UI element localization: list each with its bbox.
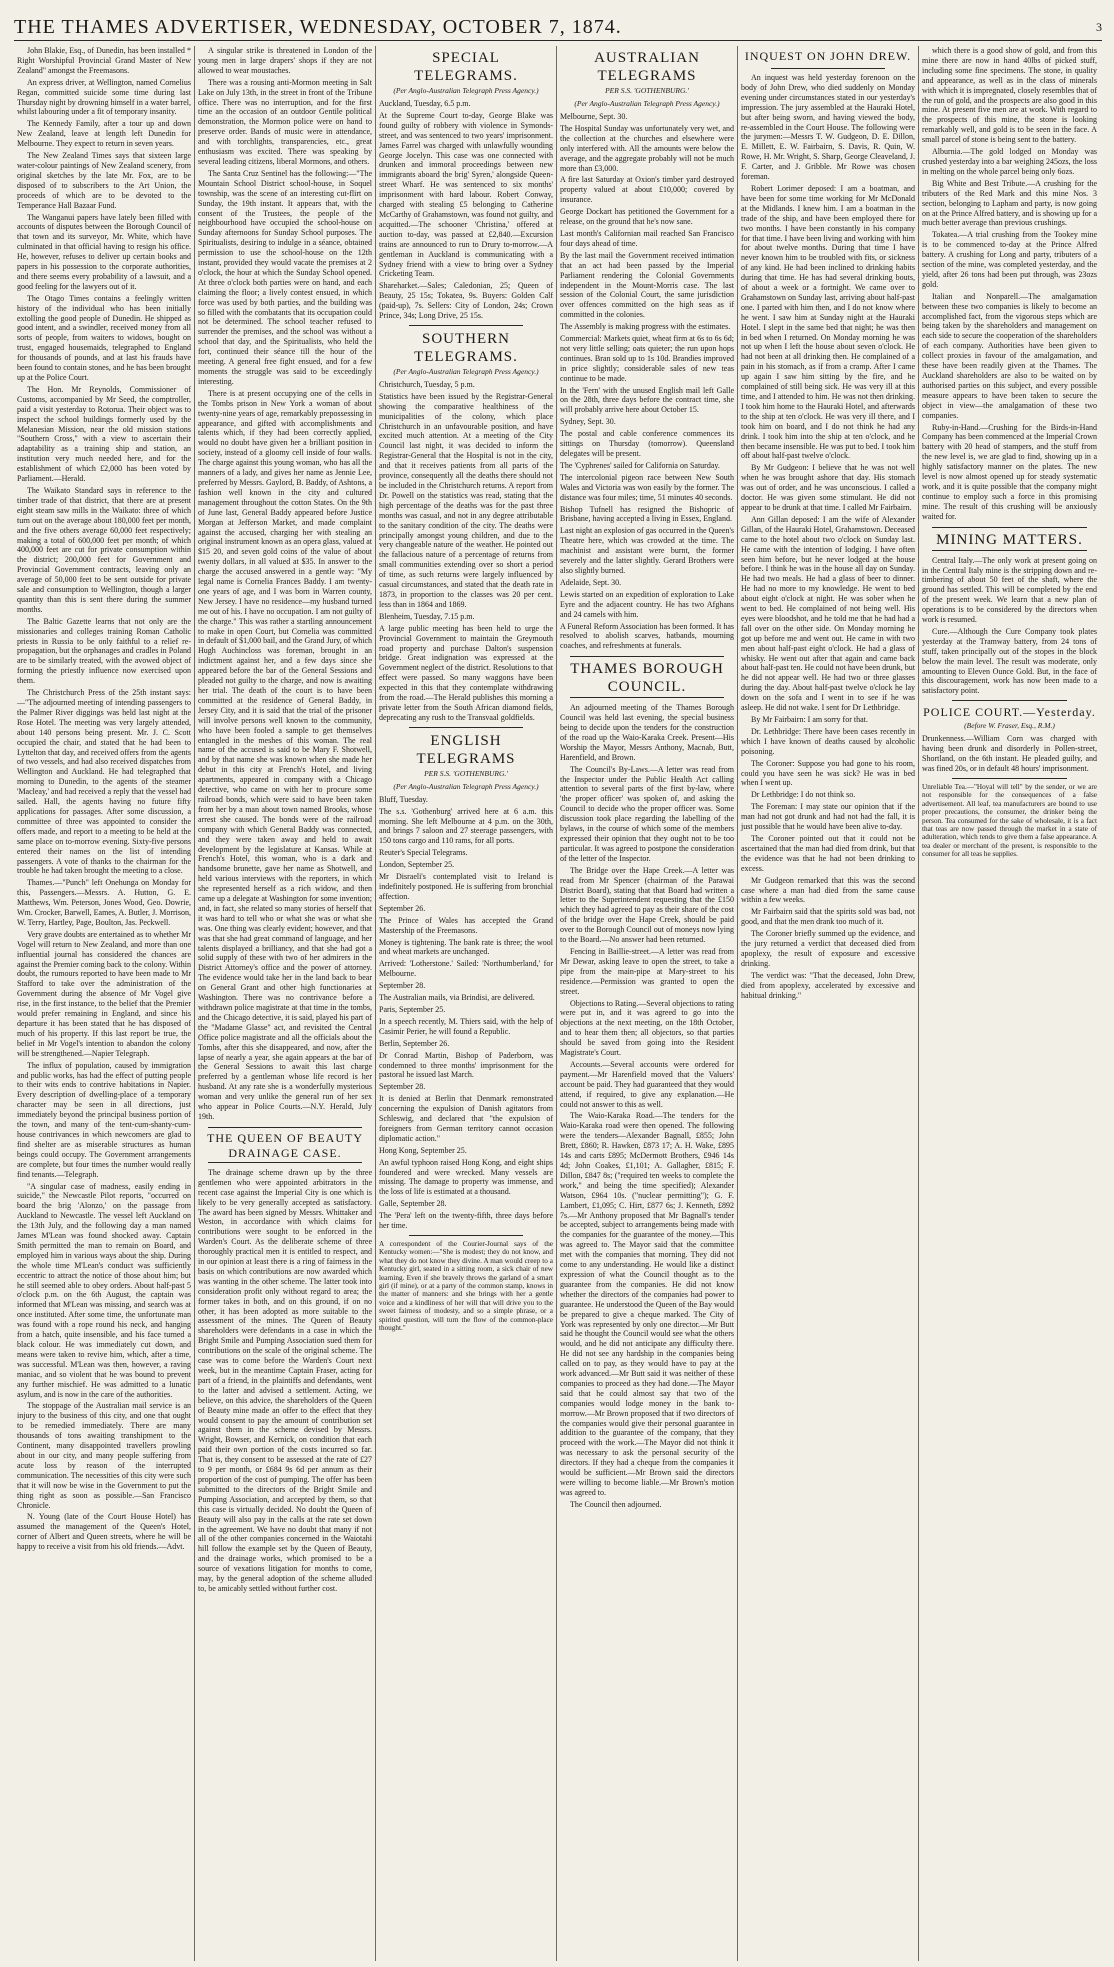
section-subheading: (Before W. Fraser, Esq., R.M.): [964, 721, 1055, 731]
article-paragraph: It is denied at Berlin that Denmark remonstrated concerning the expulsion of Danish agitators from Schleswig, and declared that "the expulsion of foreigners from German territory cannot occasion diplomatic action.": [379, 1094, 553, 1143]
article-paragraph: In a speech recently, M. Thiers said, with the help of Casimir Perier, he will found a Republic.: [379, 1016, 553, 1036]
article-paragraph: The postal and cable conference commences its sittings on Thursday (tomorrow). Queensland delegates will be present.: [560, 429, 734, 458]
article-paragraph: Italian and Nonparell.—The amalgamation between these two companies is likely to become an accomplished fact, from the vigorous steps which are being taken by the shareholders and management on each side to secure the cooperation of the shareholders of each company. Authorities have been given to collect proxies in favour of the amalgamation, and these have been readily given at the Thames. The Auckland shareholders are also to be waited on by authorised parties on this subject, and every possible measure appears to have been taken to secure the object in view—the amalgamation of these two companies.: [922, 291, 1097, 420]
article-paragraph: A fire last Saturday at Oxion's timber yard destroyed property valued at about £10,000; covered by insurance.: [560, 175, 734, 205]
article-paragraph: The Kennedy Family, after a tour up and down New Zealand, leave at length left Dunedin for Melbourne. They expect to return in seven years.: [17, 119, 191, 149]
column-5: [738, 46, 919, 1961]
article-paragraph: Dr. Lethbridge: There have been cases recently in which I have known of deaths caused by alcoholic poisoning.: [741, 726, 915, 756]
section-heading: AUSTRALIAN TELEGRAMS: [594, 50, 700, 84]
section-heading: THE QUEEN OF BEAUTY DRAINAGE CASE.: [207, 1130, 363, 1160]
column-3: [376, 46, 557, 1961]
article-paragraph: The Baltic Gazette learns that not only are the missionaries and colleges training Roman Catholic priests in Russia to be only faithful to a relief re-propagation, but the orphanages and cradles in Poland are to be similarly treated, with the avowed object of forming the priestly influence now exercised upon them.: [17, 616, 191, 686]
article-paragraph: Blenheim, Tuesday, 7.15 p.m.: [379, 611, 475, 621]
section-heading: THAMES BOROUGH COUNCIL.: [570, 661, 724, 696]
article-paragraph: The Council then adjourned.: [570, 1499, 662, 1509]
article-paragraph: The verdict was: "That the deceased, John Drew, died from apoplexy, accelerated by excessive and habitual drinking.": [741, 970, 915, 1000]
article-paragraph: An inquest was held yesterday forenoon on the body of John Drew, who died suddenly on Monday evening under circumstances stated in our yesterday's impression. The jury assembled at the Hauraki Hotel, but after being sworn, and having viewed the body, re-assembled in the Court House. The following were the jurymen:—Messrs T. W. Gudgeon, D. E. Dillon, E. Millett, E. W. Fairbairn, S. Davis, R. Quin, W. Rowe, H. Mr. Wright, S. Sharp, George Cleaveland, J. F. Carter, and J. Gribble. Mr Rowe was chosen foreman.: [741, 73, 915, 182]
article-paragraph: The stoppage of the Australian mail service is an injury to the business of this city, and one that ought to be remedied immediately. There are many thousands of tons awaiting transhipment to the Continent, many disappointed travellers prowling about in our city, and many people suffering from acute loss by reason of the interrupted communication. The necessities of this city were such that it will now be wise in the Government to put the thing right as soon as possible.—San Francisco Chronicle.: [17, 1401, 191, 1510]
section-heading: POLICE COURT.—Yesterday.: [923, 705, 1096, 720]
section-rule: [409, 1235, 523, 1236]
article-paragraph: The Coroner pointed out that it could not be ascertained that the man had died from drink, but that the evidence was that he had not been drinking to excess.: [741, 833, 915, 873]
article-paragraph: Sydney, Sept. 30.: [560, 417, 616, 427]
article-paragraph: The influx of population, caused by immigration and public works, has had the effect of putting people to their wits ends to contrive habitations in Napier. Every description of dwelling-place of a temporary character may be seen in all directions, just immediately beyond the principal business portion of the town, and many of the tent-cum-shanty-cum-house contrivances in which newcomers are glad to find shelter are as miserable structures as human beings could occupy. The Government arrangements are complete, but four times the number would really find tenants.—Telegraph.: [17, 1060, 191, 1179]
article-paragraph: The 'Cyphrenes' sailed for California on Saturday.: [560, 460, 720, 470]
article-paragraph: By Mr Fairbairn: I am sorry for that.: [751, 715, 868, 724]
newspaper-title: THE THAMES ADVERTISER, WEDNESDAY, OCTOBER 7, 1874.: [14, 15, 622, 38]
section-rule: [952, 778, 1067, 779]
article-paragraph: Tokatea.—A trial crushing from the Tookey mine is to be commenced to-day at the Prince Alfred battery. A crushing for Long and party, tributers of a section of the mine, was completed yesterday, and the yield, after 26 tons had been put through, was 23ozs gold.: [922, 230, 1097, 289]
article-paragraph: Galle, September 28.: [379, 1199, 447, 1209]
article-paragraph: An express driver, at Wellington, named Cornelius Regan, committed suicide some time during last Thursday night by drowning himself in a water barrel, whilst labouring under a fit of temporary insanity.: [17, 77, 191, 117]
article-paragraph: Alburnia.—The gold lodged on Monday was crushed yesterday into a bar weighing 245ozs, the loss in melting on the whole parcel being only 6ozs.: [922, 147, 1097, 176]
small-print-paragraph: Unreliable Tea.—"Hoyal will tell" by the sender, or we are not responsible for the consequences of a false advertisement. All leaf, tea manufacturers are bound to use proper precautions, the consumer, the drinker being the person. Tea consumed for the sake of wholesale, it is a fact that teas are now passed through the market in a state of adulteration, which tends to give them a false appearance. A tea dealer or merchant of the present, is responsible to the consumer for all teas he supplies.: [922, 782, 1097, 859]
article-paragraph: The Wanganui papers have lately been filled with accounts of disputes between the Borough Council of that town and its surveyor, Mr. White, which have culminated in that official having to resign his office. He, however, refuses to deliver up certain books and papers in his possession to the corporate authorities, and there seems every probability of a lawsuit, and a good feeling for the lawyers out of it.: [17, 212, 191, 291]
article-paragraph: Last night an explosion of gas occurred in the Queen's Theatre here, which was crowded at the time. The machinist and assistant were burnt, the former severely and the latter slightly. Gerard Brothers were also slightly burned.: [560, 526, 734, 575]
column-1: [14, 46, 195, 1961]
article-paragraph: Mr Disraeli's contemplated visit to Ireland is indefinitely postponed. He is suffering from bronchial affection.: [379, 872, 553, 901]
masthead: [14, 14, 1102, 41]
article-paragraph: Mr Fairbairn said that the spirits sold was bad, not good, and that the men drank too much of it.: [741, 907, 915, 927]
section-rule: [409, 727, 523, 728]
heading-rule-top: [570, 656, 724, 657]
article-paragraph: September 28.: [379, 1082, 426, 1092]
article-paragraph: Melbourne, Sept. 30.: [560, 112, 628, 121]
article-paragraph: Money is tightening. The bank rate is three; the wool and wheat markets are unchanged.: [379, 937, 553, 957]
article-paragraph: The New Zealand Times says that sixteen large water-colour paintings of New Zealand scenery, from original sketches by the late Mr. Fox, are to be disposed of to subscribers to the Art Union, the proceeds of which are to be devoted to the Temperance Hall Bazaar Fund.: [17, 151, 191, 210]
article-paragraph: In the 'Fern' with the unused English mail left Galle on the 28th, three days before the contract time, she will probably arrive here about October 15.: [560, 385, 734, 415]
article-paragraph: The Assembly is making progress with the estimates.: [560, 322, 731, 332]
article-paragraph: Dr Lethbridge: I do not think so.: [751, 790, 856, 800]
heading-rule-top: [208, 1127, 362, 1128]
article-paragraph: Last month's Californian mail reached San Francisco four days ahead of time.: [560, 228, 734, 248]
article-paragraph: Paris, September 25.: [379, 1004, 446, 1014]
article-paragraph: The Council's By-Laws.—A letter was read from the Inspector under the Public Health Act calling attention to several parts of the first by-law, where 'the proper officer' was spoken of, and asking the Council to decide who the proper officer was. Some discussion took place regarding the labelling of the bylaws, in the course of which some of the members expressed their opinion that they ought not to be too particular. It was agreed to postpone the consideration of the letter of the Inspector.: [560, 764, 734, 863]
article-paragraph: Bluff, Tuesday.: [379, 794, 428, 804]
article-paragraph: By Mr Gudgeon: I believe that he was not well when he was brought ashore that day. His stomach was out of order, and he was unconscious. I called a doctor. He was given some stimulant. He did not appear to be drunk at that time. I called Mr Fairbairn.: [741, 463, 915, 512]
section-subheading: (Per Anglo-Australian Telegraph Press Agency.): [393, 781, 539, 791]
heading-rule-bottom: [208, 1162, 362, 1163]
article-paragraph: Bishop Tufnell has resigned the Bishopric of Brisbane, having accepted a living in Essex, England.: [560, 504, 734, 524]
section-rule: [952, 700, 1067, 701]
article-paragraph: "A singular case of madness, easily ending in suicide," the Newcastle Pilot reports, "occurred on board the brig 'Alonzo,' on the passage from Auckland to Newcastle. The vessel left Auckland on the 13th July, and the following day a man named James M'Lean was found shocked away. Captain Smith permitted the man to remain on Board, and employed him in various ways about the ship. During the whole time M'Lean's conduct was sufficiently eccentric to attract the notice of those about him; but he still seemed able to obey orders. About half-past 5 o'clock p.m. on the 6th August, the captain was informed that M'Lean was missing, and search was at once instituted. After some time, the unfortunate man was found with a rope round his neck, and hanging from a hatch, quite insensible, and his face turned a black colour. He was immediately cut down, and means were taken to revive him, which, after a time, was successful. M'Lean was then, however, a raving maniac, and so violent that he was bound to prevent any further mischief. He was admitted to a lunatic asylum, and is now in the care of the authorities.: [17, 1181, 191, 1399]
article-paragraph: The Coroner briefly summed up the evidence, and the jury returned a verdict that deceased died from apoplexy, the result of exposure and excessive drinking.: [741, 929, 915, 968]
section-heading: INQUEST ON JOHN DREW.: [744, 49, 912, 63]
article-paragraph: Accounts.—Several accounts were ordered for payment.—Mr Harenfield moved that the Valuers' account be paid. They had guaranteed that they would attend, if required, to give any explanation.—He could not answer to this as well.: [560, 1059, 734, 1109]
article-paragraph: The Waio-Karaka Road.—The tenders for the Waio-Karaka road were then opened. The following were the tenders—Alexander Bagnall, £855; John Brett, £860; R. Hawken, £873 17; A. H. Wake, £895 14s and carts £895; McDermott Brothers, £946 14s 4d; John Coakes, £1,101; A. Gallagher, £815; F. Dillon, £847 8s; ("required ten weeks to complete the work," and being the time specified); Alexander Watson, £964 10s. ("nuclear permitting"); G. F. Lambert, £1,095; C. Hirt, £877 6s; J. Kenneth, £892 7s.—Mr Anthony proposed that Mr Bagnall's tender be accepted, subject to arrangements being made with the companies for the guarantee of the money.—This was agreed to. The Mayor said that the committee met with the companies that morning. They did not come to any understanding. He would like a distinct expression of what the Council thought as to the guarantee from the companies. He did not know whether the directors of the companies had power to guarantee. He understood the Queen of the Bay would be prepared to give a cheque marked. The City of York was represented by only one director.—Mr Butt said he thought the Council would see what the others would, and he did not anticipate any difficulty there. He did not see any hardship in the companies being called on to pay, as they would have to pay at the work advanced.—Mr Butt said it was neither of these companies to proceed as they had done.—The Mayor said that he could almost say that two of the companies would lodge money in the bank to-morrow.—Mr Brown proposed that if two directors of the companies would give their personal guarantee in addition to the guarantee of the company, that they proceed with the work.—The Mayor did not think it was necessary to ask the personal security of the directors. If they had a cheque from the companies it would be sufficient.—Mr Brown said the directors were willing to become liable.—Mr Brown's motion was agreed to.: [560, 1111, 734, 1497]
article-paragraph: The Christchurch Press of the 25th instant says:—"The adjourned meeting of intending passengers to the Palmer River diggings was held last night at the Rose Hotel. The meeting was very largely attended, about 140 persons being present. Mr. J. C. Scott occupied the chair, and stated that he had been to Lyttelton that day, and received offers from the agents of two vessels, and had also received dispatches from Wellington and Auckland. He had telegraphed that morning to Dunedin, to the agents of the steamer 'Macleay,' and had received a reply that the vessel had sailed. Hall, the agents having no future fifty applications for passages. After some discussion, a committee of three was appointed to consider the offers made, and report to a meeting to be held at the same place on to-morrow evening. Sixty-five persons entered their names on the list of intending passengers. A vote of thanks to the chairman for the trouble he had taken brought the meeting to a close.: [17, 688, 191, 876]
article-paragraph: Drunkenness.—William Corn was charged with having been drunk and disorderly in Pollen-street, Shortland, on the 6th instant. He pleaded guilty, and was fined 20s, or in default 48 hours' imprisonment.: [922, 734, 1097, 773]
article-paragraph: Shareharket.—Sales; Caledonian, 25; Queen of Beauty, 25 15s; Tokatea, 9s. Buyers: Golden Calf (paid-up), 7s. Sellers: City of London, 24s; Crown Prince, 34s; Long Drive, 25 15s.: [379, 281, 553, 321]
heading-rule-bottom: [570, 697, 724, 698]
article-paragraph: The intercolonial pigeon race between New South Wales and Victoria was won easily by the former. The distance was four miles; time, 51 minutes 40 seconds.: [560, 472, 734, 502]
small-print-paragraph: A correspondent of the Courier-Journal says of the Kentucky women:—"She is modest; they do not know, and what they do not know they divine. A man would creep to a Kentucky girl, seated in a sitting room, a sick chair of new learning. Even if she bravely throws the garland of a smart girl (if mine), or at a party of the common stamp, knows in the matter of manners: and she brings with her a gentle voice and a kindliness of her will that will drive you to the sweet fairness of modesty, and so a simple phrase, or a spirited question, will turn the flow of the common-place thought.": [379, 1240, 553, 1333]
article-paragraph: The Prince of Wales has accepted the Grand Mastership of the Freemasons.: [379, 915, 553, 935]
heading-rule-bottom: [932, 550, 1087, 551]
article-paragraph: The Bridge over the Hape Creek.—A letter was read from Mr Spencer (chairman of the Parawai District Board), stating that that Board had written a letter to the Superintendent requesting that the £150 which they had agreed to pay as their share of the cost of the bridge over the Hape Creek, should be paid over to the Borough Council out of moneys now lying to the Board.—No answer had been returned.: [560, 865, 734, 945]
section-heading: SPECIAL TELEGRAMS.: [414, 50, 518, 84]
article-paragraph: The Otago Times contains a feelingly written history of the individual who has been initially extolling the good people of Dunedin. He shipped as good intent, and a swindler, received money from all sorts of people, from waiters to widows, bought on trust, engaged housemaids, telegraphed to England for thousands of pounds, and at last his frauds have been found to contain stones, and he has been brought up at the Police Court.: [17, 293, 191, 382]
article-paragraph: Ruby-in-Hand.—Crushing for the Birds-in-Hand Company has been commenced at the Imperial Crown battery with 20 head of stampers, and the stuff from the new level is, we are glad to find, showing up in a highly satisfactory manner on the plates. The new level is now almost opened up for steady systematic work, and it is quite possible that the company might continue to employ such a force in this promising mine. The result of this crushing will be anxiously waited for.: [922, 422, 1097, 521]
article-paragraph: Central Italy.—The only work at present going on in the Central Italy mine is the stripping down and re-timbering of about 50 feet of the shaft, where the ground has settled. This will be completed by the end of the present week. We learn that a new plan of operations is to be considered by the directors when work is resumed.: [922, 555, 1097, 625]
column-4: [557, 46, 738, 1961]
article-paragraph: The Santa Cruz Sentinel has the following:—"The Mountain School District school-house, in Soquel township, was the scene of an interesting cut-flirt on Sunday, the 19th instant. It appears that, with the consent of the Trustees, the people of the neighbourhood have occupied the school-house on Sunday afternoons for Sunday School purposes. The Spiritualists, desiring to indulge in a séance, obtained permission to use the school-house on the 12th instant, provided they would vacate the premises at 2 o'clock, the hour at which the Sunday School opened. At three o'clock both parties were on hand, and each claiming the floor; a lively contest ensued, in which force was used by both parties, and the building was so filled with the combatants that its occupation could not be determined. The school teacher refused to surrender the premises, and the school was without a school that day, and the Spiritualists, who held the fort, continued their séance till the hour of the meeting. A general free fight ensued, and for a few moments the struggle was said to be exceedingly interesting.: [198, 168, 372, 386]
article-paragraph: Ann Gillan deposed: I am the wife of Alexander Gillan, of the Hauraki Hotel, Grahamstown. Deceased came to the hotel about two o'clock on Sunday last. He came with the intention of lodging. I have often seen him before, but he never lodged at the house before. I think he was in the house all day on Sunday. He had two meals. He had a glass of beer to dinner. He had no more to my knowledge. He went to bed about eight o'clock at night. He was sober when he went to bed. He complained of not being well. His eyes were bloodshot, and he told me that he had had a fall over on the other side. On Monday morning he got up before me and went out. He came in with two men about half-past eight o'clock. He had a glass of whisky. He went out after that again and came back about half-past ten. He could not have been drunk, but he did not appear well. He had two or three glasses during the day. About half-past twelve o'clock he lay down on the sofa and I went in to see if he was asleep. He did not wake. I sent for Dr Lethbridge.: [741, 514, 915, 713]
section-heading: SOUTHERN TELEGRAMS.: [414, 330, 518, 365]
section-subheading: (Per Anglo-Australian Telegraph Press Agency.): [393, 86, 539, 95]
article-paragraph: At the Supreme Court to-day, George Blake was found guilty of robbery with violence in Symonds-street, and was sentenced to two years' imprisonment. James Farrel was charged with unlawfully wounding George Jocelyn. This case was one connected with drunken and immoral proceedings between new immigrants aboard the brig' Syren,' alongside Queen-street Wharf. He was sentenced to six months' imprisonment with hard labour. Robert Conway, charged with stealing £5 belonging to Catherine McCarthy of Grahamstown, was found not guilty, and acquitted.—The schooner 'Christina,' offered at auction to-day, was passed at £2,840.—Excursion trains are announced to run to Drury to-morrow.—A gentleman in Auckland is communicating with a Sydney friend with a view to bring over a Sydney Cricketing Team.: [379, 110, 553, 279]
article-paragraph: An adjourned meeting of the Thames Borough Council was held last evening, the special business being to decide upon the tenders for the construction of the road up the Waio-Karaka Creek. Present—His Worship the Mayor, Messrs Anthony, Macnab, Butt, Harenfield, and Brown.: [560, 703, 734, 762]
section-subheading: PER S.S. 'GOTHENBURG.': [424, 768, 508, 778]
section-subheading: PER S.S. 'GOTHENBURG.': [605, 86, 689, 95]
article-paragraph: An awful typhoon raised Hong Kong, and eight ships foundered and were wrecked. Many vessels are missing. The damage to property was immense, and the loss of life is estimated at a thousand.: [379, 1157, 553, 1197]
article-paragraph: Robert Lorimer deposed: I am a boatman, and have been for some time working for Mr McDonald at the Midlands. I knew him. I am a boatman in the trade of the ship, and have been employed there for two months. I have been constantly in his company for that time. I have been living and working with him for about twelve months. During that time I have never known him to be troubled with fits, or sickness of any kind. He had been inclined to drinking habits during that time. He has had several drinking bouts, of about a week or a fortnight. We came over to Grahamstown on Sunday last, arriving about half-past one. I parted with him then, and I do not know where he went. I saw him at Sunday night at the Hauraki Hotel. I slept in the same bed that night; he was then in bed when I returned. On Monday morning he was not up when I left the house about seven o'clock. He had not been at all drinking then. He complained of a pain in his stomach, as if from a cramp. After I came up again I saw him sitting by the fire, and he complained of still being sick. He was very ill at this time, and I attended to him. He was not then drinking. I took him home to the Hauraki Hotel, and afterwards to the ship at ten o'clock. He was very ill there, and I took him on board, and I do not think he had any drink. I took him into the ship at ten o'clock, and he then became insensible. He was put to bed. I took him off about half-past twelve o'clock.: [741, 183, 915, 461]
article-paragraph: A large public meeting has been held to urge the Provincial Government to maintain the Greymouth road property and purchase Dalton's suspension bridge. Great indignation was expressed at the Government neglect of the district. Resolutions to that effect were passed. So many waggons have been expected in this that they contemplate withdrawing from the road.—The Herald publishes this morning a private letter from the South African diamond fields, deprecating any rush to the Transvaal goldfields.: [379, 623, 553, 722]
article-paragraph: Dr Conrad Martin, Bishop of Paderborn, was condemned to three months' imprisonment for the pastoral he issued last March.: [379, 1050, 553, 1080]
article-paragraph: The drainage scheme drawn up by the three gentlemen who were appointed arbitrators in the recent case against the Imperial City is one which is likely to be very generally accepted as satisfactory. The award has been signed by Messrs. Whittaker and Weston, in accordance with which claims for contributions were sought to be enforced in the Warden's Court. As the deliberate scheme of three thoroughly practical men it is entitled to respect, and in our opinion at least there is a ring of fairness in the basis on which contributions are now awarded which was wanting in the other scheme. The latter took into consideration profit only without regard to area; the former takes in both, and on this ground, if on no other, it has been adopted as more suitable to the assessment of the mines. The Queen of Beauty shareholders were defendants in a case in which the Bright Smile and Pumping Association sued them for contributions on the scale of the original scheme. The case was to come before the Warden's Court next week, but in the meantime Captain Fraser, acting for part of a friend, in the plaintiffs and defendants, went to the latter and advised a settlement. Acting, we believe, on this advice, the shareholders of the Queen of Beauty mine made an offer to the effect that they would consent to pay the amount of contribution set against them in the scheme devised by Messrs. Wright, Bowser, and Kernick, on condition that each paid their own portion of the costs incurred so far. That is, they consent to be assessed at the rate of £27 to 9 per month, or £684 9s 6d per annum as their proportion of the cost of pumping. The offer has been submitted to the directors of the Bright Smile and Pumping Association, and accepted by them, so that this case is virtually decided. No doubt the Queen of Beauty will also pay in the calls at the rate set down in the agreement. We have no doubt that many if not all of the other companies concerned in the Waiotahi hill follow the example set by the Queen of Beauty, and the drainage works, which promised to be a source of vexations litigation for months to come, may, by the general adoption of the scheme alluded to, be amicably settled without further cost.: [198, 1167, 372, 1593]
article-paragraph: which there is a good show of gold, and from this mine there are now in hand 40lbs of picked stuff, including some fine specimens. The stone, in quality and appearance, as well as in the class of minerals with which it is impregnated, closely resembles that of the run of gold, and the prospects are also good in this mine. At present five men are at work. With regard to the prospects of this mine, the stone is looking remarkably well, and gold is to be seen in the face. A small parcel of stone is being sent to the battery.: [922, 46, 1097, 145]
section-subheading: (Per Anglo-Australian Telegraph Press Agency.): [574, 99, 720, 108]
section-heading: MINING MATTERS.: [936, 531, 1083, 548]
article-paragraph: Auckland, Tuesday, 6.5 p.m.: [379, 99, 471, 108]
article-paragraph: By the last mail the Government received intimation that an act had been passed by the Imperial Parliament rendering the Colonial Governments independent in the Mount-Morris case. The last session of the Colonial Court, the same jurisdiction over offences committed on the high seas as if committed in the colonies.: [560, 250, 734, 320]
article-paragraph: Commercial: Markets quiet, wheat firm at 6s to 6s 6d; not very little selling; oats quieter; the run upon hops continues. Bran sold up to 1s 10d. Brandies improved in price slightly; considerable sales of new teas continue to be made.: [560, 334, 734, 383]
article-paragraph: A singular strike is threatened in London of the young men in large drapers' shops if they are not allowed to wear moustaches.: [198, 46, 372, 75]
article-paragraph: There is at present occupying one of the cells in the Tombs prison in New York a woman of about twenty-nine years of age, remarkably prepossessing in appearance, and gifted with accomplishments and talents which, if they had been correctly applied, would no doubt have given her a brilliant position in society, instead of a gloomy cell inside of four walls. The charge against this young woman, who has all the manners of a lady, and gives her name as Jennie Lee, preferred by Messrs. Gaylord, B. Baddy, of Ashtons, a fashion well known in the city and cultured management throughout the cotton States. On the 9th of June last, General Baddy appeared before Justice Morgan at Jefferson Market, and made complaint against the accused, charging her with stealing an original instrument known as an opera glass, valued at $15 20, and seven gold coins of the value of about twenty dollars, in all valued at $35. In answer to the charge the accused answered in a gentle way: "My legal name is Cornelia Frances Baddy. I am twenty-one years of age, and I was born in Warren county, New Jersey. I have no residence—my husband turned me out of his. I have no occupation. I am not guilty of the charge." This was rather a startling announcement to make in open Court, but Cornelia was committed in default of $1,000 bail, and the Grand Jury, of which Hugh Auchincloss was foreman, brought in an indictment against her, and a few days since she appeared before the bar of the General Sessions and pleaded not guilty to the charge, and now is awaiting her trial. The death of the court is to have been committed at the residence of General Baddy, in Jersey City, and it is said that the trial of the prisoner will involve persons well known to the community, who have been fooled a sample to get themselves entangled in the meshes of this woman. The real name of the accused is said to be Mary F. Shotwell, and by that name she was known when she made her debut in this city at French's Hotel, and living apartments, appeared in company with a Chicago detective, who came on with her to procure some railroad bonds, which were said to have been taken from her by a man about town named Brooks, whose arrest she caused. The bonds were of the railroad company with which General Baddy was connected, and they were taken away and held to await development by the legislature at Kansas. While at French's Hotel, this woman, who is a dark and handsome brunette, gave her name as Shotwell, and held various interviews with the reporters, in which she represented herself as a rich widow, and then came up a delegate at Washington for some invention; and, in fact, she related so many stories of herself that it was hard to tell who or what she was or what she was. One thing was clearly evident; however, and that was that she had great command of language, and her talents displayed a brilliancy, and that she had got a solid supply of these with two of her admirers in the District Attorney's office and the power of attorney. The evidence would take her in the land back to bear on General Grant and other high functionaries at Washington. There was no contrivance before a withdrawn police magistrate at that time in the tombs, and the Chicago detective, it is said, played his part of the "Madame Glasse" act, and revisited the Central Office police magistrate and all the officials about the Tombs, after this she disappeared, and now, after the lapse of nearly a year, she again appears at the bar of the General Sessions to await this last charge preferred by a gentleman whose life record is her husband. At any rate she is a wonderfully mysterious woman and very unlike the general run of her sex who appear in Police Courts.—N.Y. Herald, July 19th.: [198, 388, 372, 1121]
article-paragraph: Objections to Rating.—Several objections to rating were put in, and it was agreed to go into the objections at the next meeting, on the 18th October, and to hear them then; all objectors, so that parties should be saved from going into the Resident Magistrate's Court.: [560, 998, 734, 1058]
article-paragraph: Thames.—"Punch" left Onehunga on Monday for this, Passengers.—Messrs. A. Hutton, G. E. Matthews, Wm. Peterson, Jones Wood, Geo. Dowrie, Wm. Crocker, Barwell, Eames, A. Butler, J. Morrison, W. Terry, Hartley, Page, Boulton, Jas. Peckwell.: [17, 878, 191, 927]
article-paragraph: Hong Kong, September 25.: [379, 1145, 467, 1155]
article-paragraph: Fencing in Baillie-street.—A letter was read from Mr Dewar, asking leave to open the street, to take a pipe from the main-pipe at Mary-street to his residence.—Permission was granted to open the street.: [560, 946, 734, 996]
article-paragraph: The Hon. Mr Reynolds, Commissioner of Customs, accompanied by Mr Seed, the comptroller, paid a visit yesterday to Rotorua. Their object was to inspect the school buildings formerly used by the Melanesian Mission, near the old mission stations "Southern Cross," with a view to ascertain their adaptability as a training ship and station, an institution very much needed here, and for the establishment of which £2,000 has been voted by Parliament.—Herald.: [17, 384, 191, 484]
section-heading: ENGLISH TELEGRAMS: [416, 732, 516, 767]
article-paragraph: September 26.: [379, 903, 426, 913]
article-paragraph: Big White and Best Tribute.—A crushing for the tributers of the Red Mark and this mine Nos. 3 section, belonging to Lapham and party, is now going on at the Prince Alfred battery, and is showing up for a much better average than previous crushings.: [922, 178, 1097, 228]
article-paragraph: The Hospital Sunday was unfortunately very wet, and the collection at the churches and elsewhere were only interfered with. All the amounts were below the average, and the aggregate probably will not be much more than £3,000.: [560, 123, 734, 173]
article-paragraph: There was a rousing anti-Mormon meeting in Salt Lake on July 13th, in the street in front of the Tribune office. There was no interruption, and for the first time an the occasion of an outdoor Gentile political demonstration, the Mormon police were on hand to preserve order. Bands of music were in attendance, and with torchlights, transparencies, etc., great enthusiasm was excited. There was speaking by several leading citizens, liberal Mormons, and others.: [198, 77, 372, 166]
article-paragraph: The 'Pera' left on the twenty-fifth, three days before her time.: [379, 1211, 553, 1231]
article-paragraph: London, September 25.: [379, 860, 455, 870]
column-2: [195, 46, 376, 1961]
article-paragraph: Cure.—Although the Cure Company took plates yesterday at the Tramway battery, from 24 tons of stuff, taken principally out of the stopes in the block below the main level. The result was moderate, only amounting to Eleven Ounce Gold. But, in the face of this discouragement, work has now been made to a satisfactory point.: [922, 626, 1097, 696]
article-paragraph: N. Young (late of the Court House Hotel) has assumed the management of the Queen's Hotel, corner of Albert and Queen streets, where he will be happy to receive a visit from his old friends.—Advt.: [17, 1512, 191, 1552]
article-paragraph: Statistics have been issued by the Registrar-General showing the comparative healthiness of the municipalities of the colony, which place Christchurch in an unfavourable position, and have excited much attention. At a meeting of the City Council last night, it was decided to inform the Registrar-General that the Hospital is not in the city, and that it receives patients from all parts of the province, consequently all the deaths there should not be included in the Christchurch returns. A report from Dr. Powell on the statistics was read, stating that the high percentage of the deaths was for the past three months was casual, and not in any degree attributable to the sanitary condition of the city. The deaths were principally amongst young children, and due to the very changeable nature of the weather. He pointed out the fallacious nature of a percentage of returns from small communities extending over so short a period of time, as such returns were largely influenced by casual circumstances, and stated that the death rate in 1873, in proportion to the classes was 20 per cent. less than in 1864 and 1869.: [379, 391, 553, 609]
article-paragraph: Lewis started on an expedition of exploration to Lake Eyre and the adjacent country. He has two Afghans and 24 camels with him.: [560, 589, 734, 619]
columns: [14, 46, 1102, 1961]
article-paragraph: A Funeral Reform Association has been formed. It has resolved to abolish scarves, hatbands, mourning coaches, and refreshments at funerals.: [560, 621, 734, 651]
article-paragraph: The s.s. 'Gothenburg' arrived here at 6 a.m. this morning. She left Melbourne at 4 p.m. on the 30th, and brings 7 saloon and 27 steerage passengers, with 150 tons cargo and 110 rams, for all ports.: [379, 806, 553, 846]
article-paragraph: Very grave doubts are entertained as to whether Mr Vogel will return to New Zealand, and more than one influential journal has considered the chances are against the Premier coming back to the colony. Within doubt, the rumours reported to have been made to Mr Stafford to take over the administration of the Government during the absence of Mr Vogel give rise, in the first instance, to the belief that the Premier would prefer remaining in England, and since his departure it has been stated that he has disposed of much of his property. If this last report be true, the belief in Mr Vogel's intention to abandon the colony will be strengthened.—Napier Telegraph.: [17, 929, 191, 1058]
article-paragraph: Arrived: 'Lotherstone.' Sailed: 'Northumberland,' for Melbourne.: [379, 959, 553, 979]
page-number: 3: [1096, 19, 1102, 34]
section-subheading: (Per Anglo-Australian Telegraph Press Agency.): [393, 366, 539, 376]
article-paragraph: Reuter's Special Telegrams.: [379, 848, 468, 858]
article-paragraph: Berlin, September 26.: [379, 1038, 450, 1048]
article-paragraph: Mr Gudgeon remarked that this was the second case where a man had died from the same cause within a few weeks.: [741, 875, 915, 905]
article-paragraph: George Dockart has petitioned the Government for a release, on the ground that he's now sane.: [560, 207, 734, 227]
section-rule: [771, 68, 885, 69]
heading-rule-top: [932, 527, 1087, 528]
article-paragraph: Christchurch, Tuesday, 5 p.m.: [379, 379, 475, 389]
section-rule: [409, 325, 523, 326]
article-paragraph: The Australian mails, via Brindisi, are delivered.: [379, 993, 535, 1003]
article-paragraph: The Waikato Standard says in reference to the timber trade of that district, that there are at present eight steam saw mills in the Waikato: three of which turn out on the average about 180,000 feet per month, and the five others average 60,000 feet respectively; making a total of 600,000 feet per month; of which 400,000 feet are cut for private consumption within the district; 200,000 feet for Government and Provincial Government contracts, leaving only an average of 50,000 feet to be sent outside for private sale and consumption to Wellington, though a larger quantity than this is sent there during the summer months.: [17, 485, 191, 614]
article-paragraph: The Coroner: Suppose you had gone to his room, could you have seen he was sick? He was in bed when I went up.: [741, 758, 915, 788]
article-paragraph: The Foreman: I may state our opinion that if the man had not got drunk and had not had the fall, it is just possible that he would have been alive to-day.: [741, 802, 915, 832]
article-paragraph: Adelaide, Sept. 30.: [560, 577, 622, 587]
column-6: [919, 46, 1100, 1961]
article-paragraph: September 28.: [379, 981, 426, 991]
article-paragraph: John Blakie, Esq., of Dunedin, has been installed * Right Worshipful Provincial Grand Master of New Zealand" amongst the Freemasons.: [17, 46, 191, 75]
